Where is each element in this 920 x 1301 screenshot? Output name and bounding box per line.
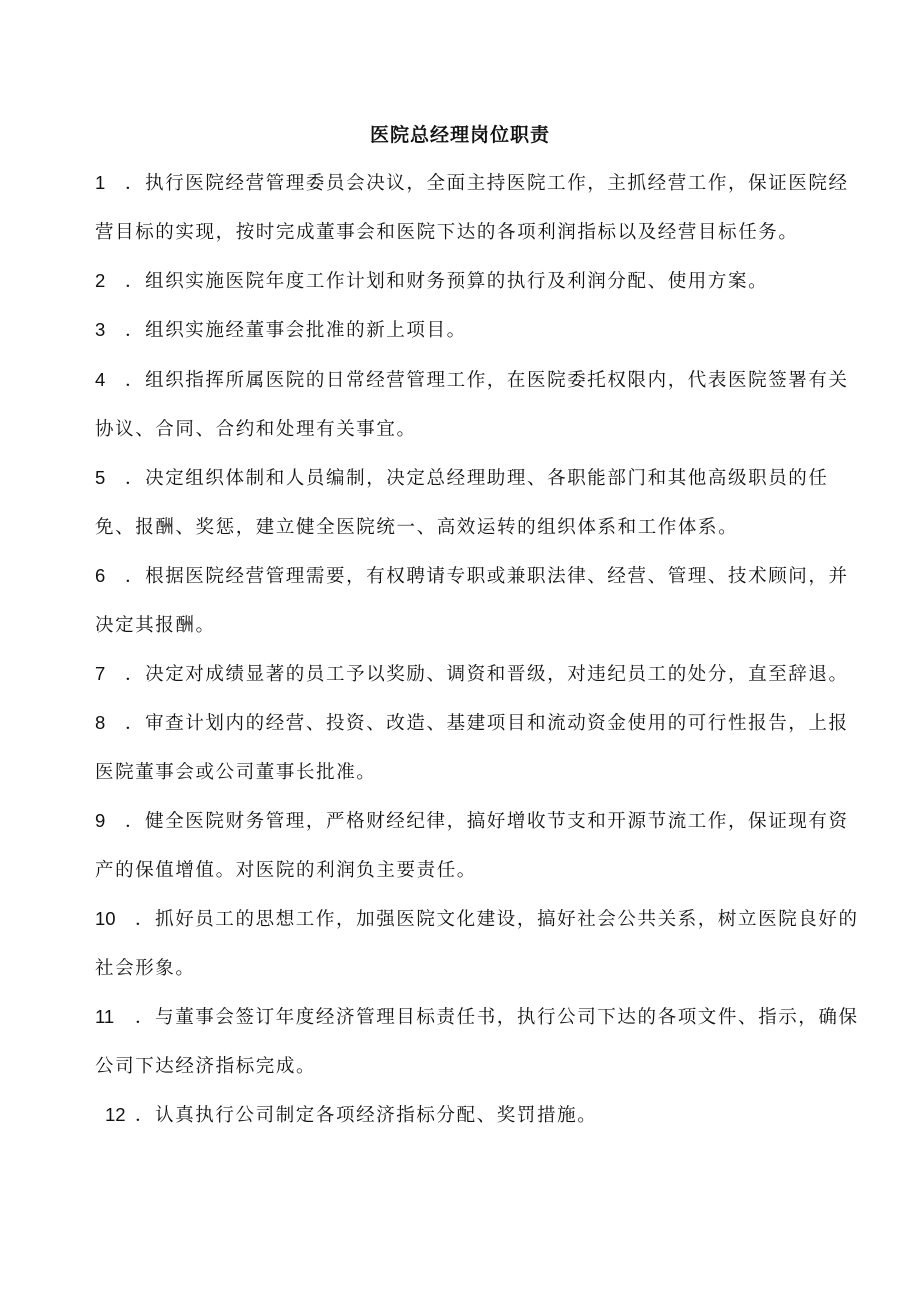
item-number: 12	[105, 1104, 126, 1125]
item-text: ．组织实施经董事会批准的新上项目。	[125, 320, 467, 341]
list-item	[95, 649, 865, 699]
item-text: ．审查计划内的经营、投资、改造、基建项目和流动资金使用的可行性报告，上报医院董事会或公司董事长批准。	[95, 713, 849, 783]
item-text: ．组织指挥所属医院的日常经营管理工作，在医院委托权限内，代表医院签署有关协议、合同、合约和处理有关事宜。	[95, 370, 849, 440]
item-text: ．决定组织体制和人员编制，决定总经理助理、各职能部门和其他高级职员的任免、报酬、奖惩，建立健全医院统一、高效运转的组织体系和工作体系。	[95, 468, 829, 538]
item-number: 11	[95, 1006, 115, 1027]
document-title: 医院总经理岗位职责	[369, 124, 550, 146]
list-item	[95, 355, 865, 454]
item-text: ．决定对成绩显著的员工予以奖励、调资和晋级，对违纪员工的处分，直至辞退。	[125, 664, 849, 685]
item-number: 8	[95, 712, 106, 733]
list-item	[95, 453, 865, 552]
list-item	[95, 305, 865, 355]
item-text: ．认真执行公司制定各项经济指标分配、奖罚措施。	[135, 1105, 598, 1126]
item-number: 7	[95, 663, 106, 684]
list-item	[95, 158, 865, 257]
list-item	[95, 256, 865, 306]
list-item	[95, 698, 865, 797]
item-text: ．根据医院经营管理需要，有权聘请专职或兼职法律、经营、管理、技术顾问，并决定其报酬。	[95, 566, 849, 636]
list-item	[105, 1090, 875, 1140]
item-text: ．执行医院经营管理委员会决议，全面主持医院工作，主抓经营工作，保证医院经营目标的实现，按时完成董事会和医院下达的各项利润指标以及经营目标任务。	[95, 173, 849, 243]
list-item	[95, 894, 865, 993]
item-text: ．抓好员工的思想工作，加强医院文化建设，搞好社会公共关系，树立医院良好的社会形象。	[95, 909, 859, 979]
list-item	[95, 796, 865, 895]
list-item	[95, 551, 865, 650]
item-number: 10	[95, 908, 116, 929]
item-number: 4	[95, 369, 106, 390]
item-text: ．健全医院财务管理，严格财经纪律，搞好增收节支和开源节流工作，保证现有资产的保值增值。对医院的利润负主要责任。	[95, 811, 849, 881]
item-number: 9	[95, 810, 106, 831]
item-number: 1	[95, 172, 106, 193]
item-number: 2	[95, 270, 106, 291]
item-number: 6	[95, 565, 106, 586]
item-number: 3	[95, 319, 106, 340]
item-text: ．与董事会签订年度经济管理目标责任书，执行公司下达的各项文件、指示，确保公司下达经济指标完成。	[95, 1007, 859, 1077]
item-text: ．组织实施医院年度工作计划和财务预算的执行及利润分配、使用方案。	[125, 271, 769, 292]
item-number: 5	[95, 467, 106, 488]
list-item	[95, 992, 865, 1091]
